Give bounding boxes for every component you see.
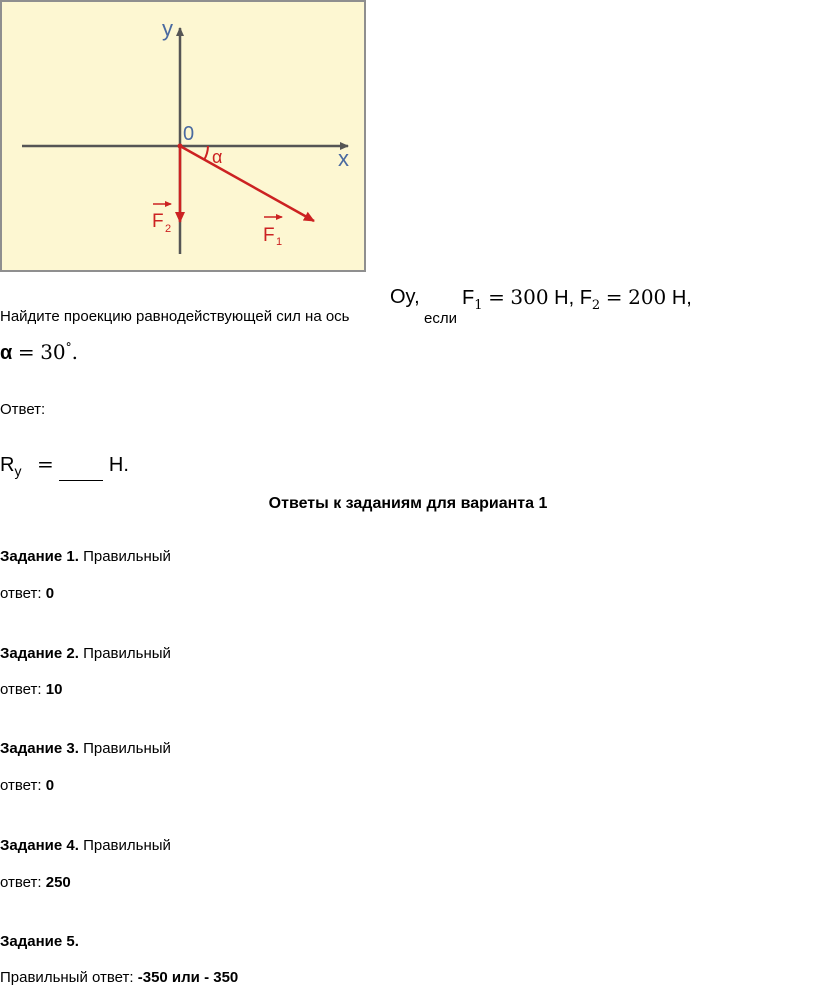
f2-subscript: 2: [591, 298, 601, 313]
y-axis-label: y: [162, 16, 173, 41]
task-5-answer-line: [0, 969, 238, 986]
problem-if-word: [424, 310, 457, 327]
task-3-title: Задание 3.: [0, 740, 79, 757]
answers-heading: Ответы к заданиям для варианта 1: [268, 495, 548, 512]
task-5-answer: -350 или - 350: [137, 969, 239, 986]
answer-label-text: Ответ:: [0, 401, 46, 418]
task-4-title-line: [0, 837, 171, 854]
problem-text: Найдите проекцию равнодействующей сил на ось: [0, 308, 350, 325]
force-values: [462, 285, 692, 313]
f1-subscript: 1: [474, 298, 483, 313]
alpha-value-line: [0, 340, 78, 365]
alpha-symbol: α: [0, 342, 13, 364]
task-3-answer: 0: [45, 777, 55, 794]
r-symbol: R: [0, 454, 15, 476]
task-3-title-line: [0, 740, 171, 757]
task-3-text: Правильный: [83, 740, 171, 757]
task-4-title: Задание 4.: [0, 837, 79, 854]
force-f1-arrow: [180, 146, 314, 221]
f1-symbol: F: [462, 287, 475, 309]
force-f1-label: F: [263, 225, 275, 246]
r-subscript: y: [14, 463, 22, 479]
task-4-text: Правильный: [83, 837, 171, 854]
r-unit: Н.: [108, 454, 129, 476]
force-diagram-svg: [2, 2, 368, 274]
force-f1-subscript: 1: [276, 236, 283, 248]
task-4-answer-label: ответ:: [0, 874, 42, 891]
answer-blank[interactable]: [59, 454, 103, 481]
task-1-title: Задание 1.: [0, 548, 79, 565]
task-1-answer-label: ответ:: [0, 585, 42, 602]
task-1-answer: 0: [45, 585, 55, 602]
r-equals: =: [37, 452, 54, 476]
problem-statement: [0, 308, 350, 325]
task-5-title: Задание 5.: [0, 933, 79, 950]
force-f2-label: F: [152, 211, 164, 232]
origin-point: [178, 144, 183, 149]
angle-label: α: [212, 147, 223, 167]
f1-equals: =: [488, 285, 505, 309]
f2-equals: =: [605, 285, 623, 309]
task-5-title-line: [0, 933, 79, 950]
alpha-period: .: [71, 340, 78, 364]
x-axis-label: x: [338, 146, 349, 171]
task-2-text: Правильный: [83, 645, 171, 662]
degree-sign: °: [65, 340, 72, 355]
task-4-answer: 250: [45, 874, 71, 891]
f1-unit: Н,: [554, 287, 575, 309]
if-word: если: [424, 310, 457, 327]
f1-value: 300: [510, 285, 549, 309]
task-4-answer-line: [0, 874, 71, 891]
f2-symbol: F: [579, 287, 592, 309]
task-3-answer-line: [0, 777, 54, 794]
task-3-answer-label: ответ:: [0, 777, 42, 794]
alpha-equals: =: [17, 340, 35, 364]
task-1-title-line: [0, 548, 171, 565]
task-1-answer-line: [0, 585, 54, 602]
force-diagram: [0, 0, 366, 272]
f2-value: 200: [628, 285, 667, 309]
task-5-answer-label: Правильный ответ:: [0, 969, 134, 986]
alpha-value: 30: [40, 340, 66, 364]
force-f2-subscript: 2: [165, 223, 172, 235]
task-2-title: Задание 2.: [0, 645, 79, 662]
origin-label: 0: [183, 123, 195, 145]
answer-formula: [0, 452, 129, 481]
answer-label: [0, 401, 45, 418]
angle-arc: [204, 146, 208, 160]
problem-axis: [390, 286, 420, 309]
task-2-answer: 10: [45, 681, 63, 698]
f2-unit: Н,: [671, 287, 692, 309]
task-2-answer-line: [0, 681, 62, 698]
task-2-answer-label: ответ:: [0, 681, 42, 698]
task-2-title-line: [0, 645, 171, 662]
axis-name: Oy,: [390, 286, 420, 308]
task-1-text: Правильный: [83, 548, 171, 565]
